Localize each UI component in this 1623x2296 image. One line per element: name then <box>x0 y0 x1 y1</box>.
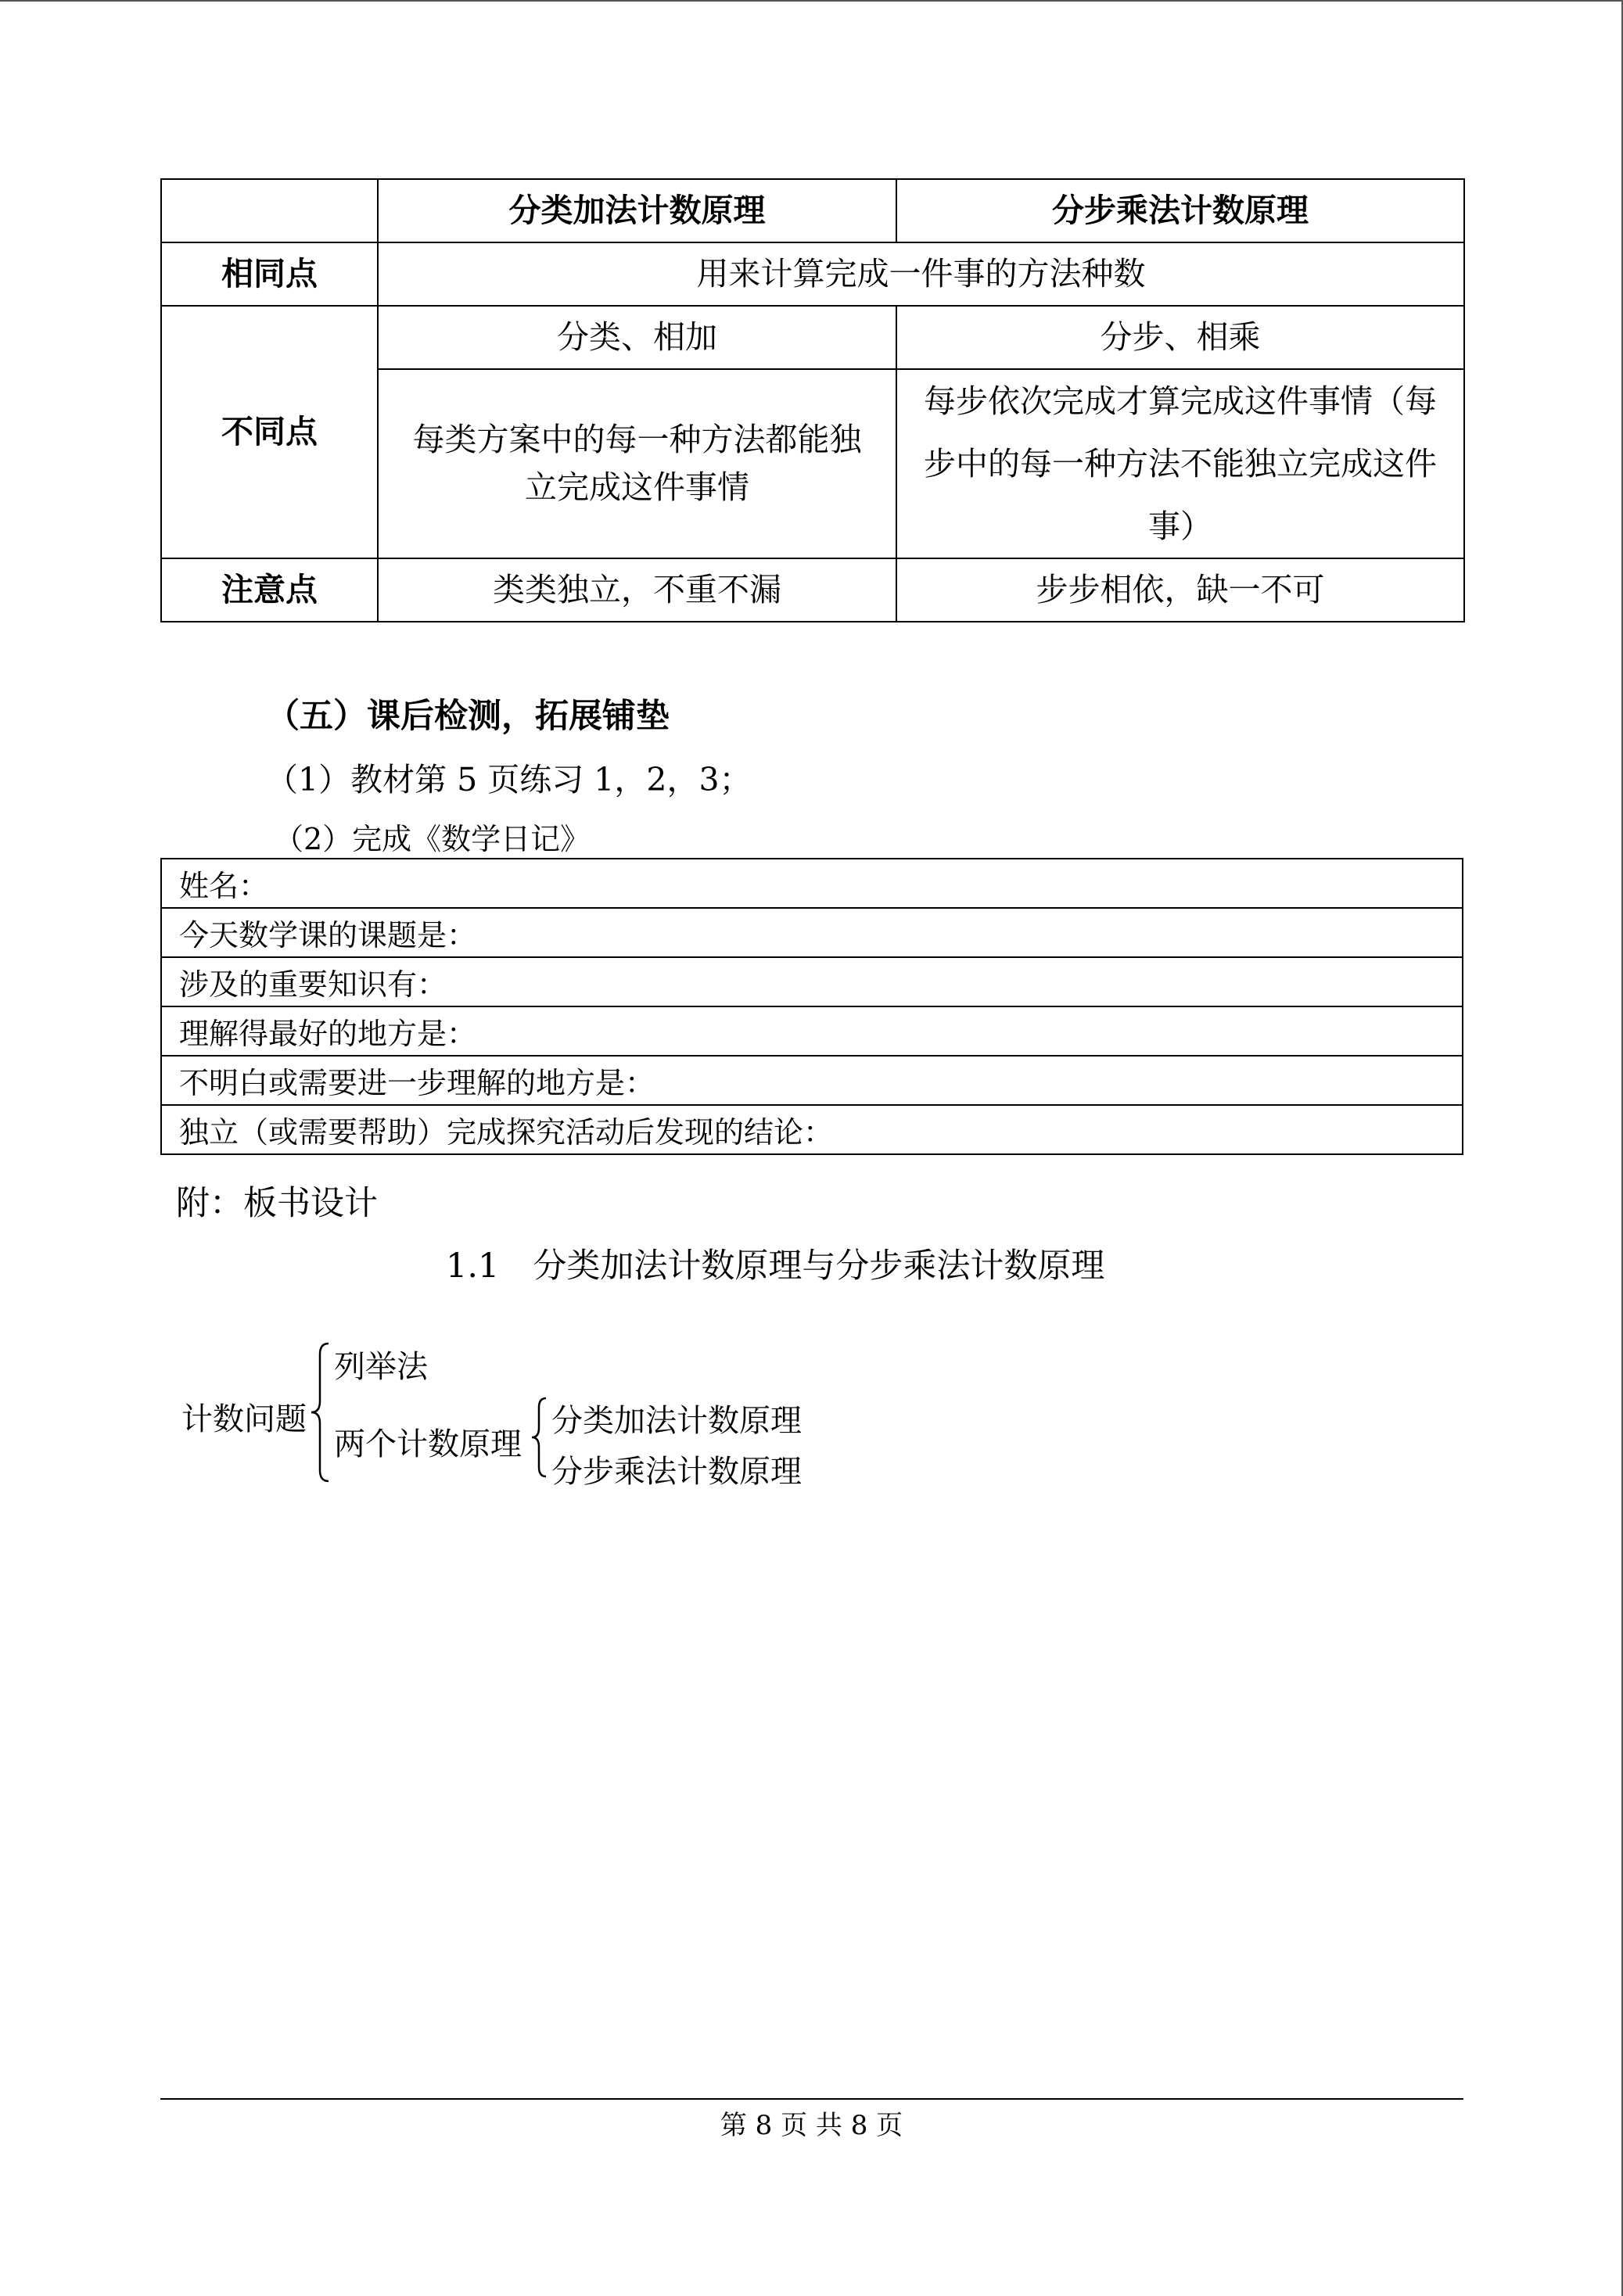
page-number: 第 8 页 共 8 页 <box>720 2110 903 2141</box>
root-brace <box>311 1344 329 1481</box>
tree-leaf-addition: 分类加法计数原理 <box>551 1403 802 1439</box>
note-addition: 类类独立，不重不漏 <box>378 558 896 622</box>
diary-row-topic: 今天数学课的课题是： <box>161 908 1463 957</box>
diff-multiplication-detail: 每步依次完成才算完成这件事情（每步中的每一种方法不能独立完成这件事） <box>896 369 1464 558</box>
diff-multiplication-short: 分步、相乘 <box>896 306 1464 369</box>
principles-brace <box>532 1398 546 1476</box>
exercise-item-1: （1）教材第 5 页练习 1，2，3； <box>266 761 752 798</box>
diary-row-unclear: 不明白或需要进一步理解的地方是： <box>161 1056 1463 1105</box>
tree-root-counting-problems: 计数问题 <box>181 1401 307 1437</box>
row-label-same: 相同点 <box>161 242 378 306</box>
tree-branch-enumeration: 列举法 <box>334 1349 428 1385</box>
diff-addition-detail: 每类方案中的每一种方法都能独立完成这件事情 <box>378 369 896 558</box>
diary-row-conclusion: 独立（或需要帮助）完成探究活动后发现的结论： <box>161 1105 1463 1154</box>
footer-rule <box>160 2098 1463 2100</box>
diary-row-name: 姓名： <box>161 859 1463 908</box>
row-label-different: 不同点 <box>161 306 378 558</box>
note-multiplication: 步步相依，缺一不可 <box>896 558 1464 622</box>
diary-row-understood: 理解得最好的地方是： <box>161 1006 1463 1056</box>
row-label-note: 注意点 <box>161 558 378 622</box>
exercise-item-2: （2）完成《数学日记》 <box>274 822 591 856</box>
diff-addition-short: 分类、相加 <box>378 306 896 369</box>
same-point-value: 用来计算完成一件事的方法种数 <box>378 242 1464 306</box>
header-multiplication-principle: 分步乘法计数原理 <box>896 179 1464 242</box>
tree-branch-principles: 两个计数原理 <box>334 1426 522 1462</box>
section-title: （五）课后检测，拓展铺垫 <box>266 697 670 736</box>
appendix-label: 附：板书设计 <box>176 1184 378 1223</box>
diary-row-knowledge: 涉及的重要知识有： <box>161 957 1463 1006</box>
board-title: 1.1 分类加法计数原理与分步乘法计数原理 <box>446 1247 1105 1286</box>
header-addition-principle: 分类加法计数原理 <box>378 179 896 242</box>
tree-leaf-multiplication: 分步乘法计数原理 <box>551 1454 802 1490</box>
